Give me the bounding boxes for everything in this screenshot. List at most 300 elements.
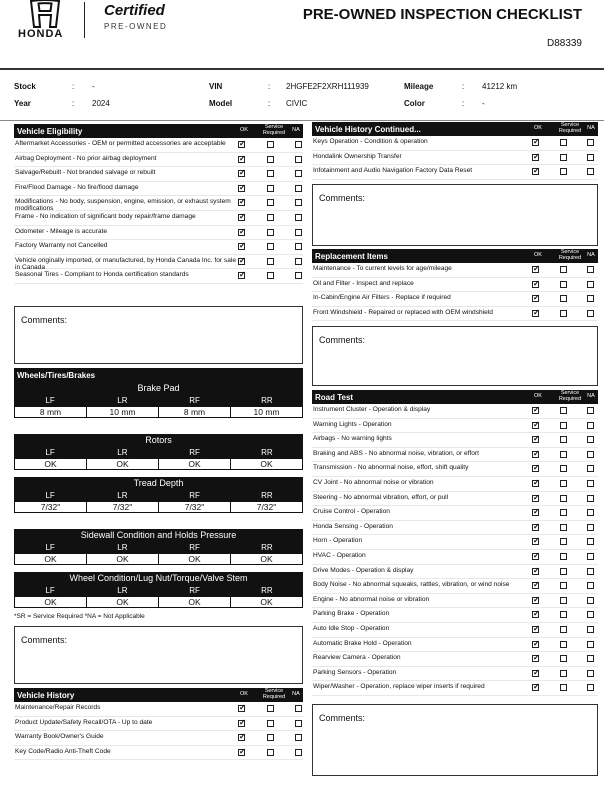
mileage-colon: : bbox=[462, 82, 465, 91]
grid-header bbox=[14, 434, 303, 458]
na-checkbox[interactable] bbox=[587, 495, 594, 502]
service-required-checkbox[interactable] bbox=[267, 199, 274, 206]
na-checkbox[interactable] bbox=[295, 170, 302, 177]
checklist-item bbox=[14, 153, 303, 168]
pos-rr: RR bbox=[261, 491, 273, 500]
service-required-checkbox[interactable] bbox=[560, 611, 567, 618]
checklist-item-label: Seasonal Tires - Compliant to Honda certification standards bbox=[15, 271, 189, 279]
checklist-item-label: Hondalink Ownership Transfer bbox=[313, 152, 402, 160]
service-required-checkbox[interactable] bbox=[560, 451, 567, 458]
na-checkbox[interactable] bbox=[587, 139, 594, 146]
ok-checkbox[interactable] bbox=[238, 156, 245, 163]
ok-checkbox[interactable] bbox=[238, 720, 245, 727]
checklist bbox=[312, 263, 598, 321]
page-header bbox=[0, 0, 604, 72]
grid-header bbox=[14, 572, 303, 596]
tread-depth-grid bbox=[14, 477, 303, 513]
na-checkbox[interactable] bbox=[587, 154, 594, 161]
pos-lf: LF bbox=[45, 586, 55, 595]
na-checkbox[interactable] bbox=[587, 436, 594, 443]
grid-positions bbox=[14, 447, 303, 458]
service-required-checkbox[interactable] bbox=[267, 258, 274, 265]
service-required-checkbox[interactable] bbox=[560, 524, 567, 531]
pos-lr: LR bbox=[117, 448, 128, 457]
ok-checkbox[interactable] bbox=[238, 229, 245, 236]
preowned-label: PRE-OWNED bbox=[104, 22, 168, 31]
ok-checkbox[interactable] bbox=[238, 749, 245, 756]
checklist bbox=[14, 702, 303, 760]
checklist-item-label: Modifications - No body, suspension, engine, emission, or exhaust system modifications bbox=[15, 198, 231, 213]
na-checkbox[interactable] bbox=[295, 705, 302, 712]
na-checkbox[interactable] bbox=[587, 582, 594, 589]
ok-checkbox[interactable] bbox=[532, 538, 539, 545]
rotors-grid bbox=[14, 434, 303, 470]
na-checkbox[interactable] bbox=[295, 214, 302, 221]
na-checkbox[interactable] bbox=[295, 243, 302, 250]
ok-checkbox[interactable] bbox=[238, 734, 245, 741]
service-required-checkbox[interactable] bbox=[560, 465, 567, 472]
na-checkbox[interactable] bbox=[587, 626, 594, 633]
checklist-item-label: In-Cabin/Engine Air Filters - Replace if required bbox=[313, 294, 451, 302]
service-required-checkbox[interactable] bbox=[560, 553, 567, 560]
certified-label: Certified bbox=[104, 2, 165, 19]
col-sr: Service Required bbox=[558, 249, 582, 261]
service-required-checkbox[interactable] bbox=[560, 281, 567, 288]
pos-lf: LF bbox=[45, 543, 55, 552]
na-checkbox[interactable] bbox=[587, 684, 594, 691]
ok-checkbox[interactable] bbox=[532, 451, 539, 458]
pos-lr: LR bbox=[117, 491, 128, 500]
checklist-item-label: Braking and ABS - No abnormal noise, vibration, or effort bbox=[313, 449, 479, 457]
service-required-checkbox[interactable] bbox=[560, 310, 567, 317]
service-required-checkbox[interactable] bbox=[267, 705, 274, 712]
checklist-item bbox=[312, 292, 598, 307]
checklist-item bbox=[312, 521, 598, 536]
checklist-item-label: Warranty Book/Owner's Guide bbox=[15, 733, 104, 741]
service-required-checkbox[interactable] bbox=[560, 538, 567, 545]
grid-values bbox=[14, 458, 303, 470]
checklist-item-label: Airbag Deployment - No prior airbag deployment bbox=[15, 154, 157, 162]
grid-header bbox=[14, 382, 303, 406]
checklist-item-label: Product Update/Safety Recall/OTA - Up to date bbox=[15, 718, 153, 726]
vehicle-history-section bbox=[14, 688, 303, 760]
ok-checkbox[interactable] bbox=[238, 185, 245, 192]
ok-checkbox[interactable] bbox=[532, 626, 539, 633]
service-required-checkbox[interactable] bbox=[560, 480, 567, 487]
ok-checkbox[interactable] bbox=[238, 199, 245, 206]
section-title: Replacement Items bbox=[315, 251, 388, 261]
val-rf: OK bbox=[158, 459, 230, 469]
service-required-checkbox[interactable] bbox=[560, 436, 567, 443]
checklist-item bbox=[312, 579, 598, 594]
comments-label: Comments: bbox=[319, 335, 366, 345]
col-na: NA bbox=[587, 252, 595, 258]
checklist-item bbox=[312, 136, 598, 151]
color-value: - bbox=[482, 99, 485, 108]
checklist-item bbox=[14, 196, 303, 211]
col-na: NA bbox=[292, 127, 300, 133]
mileage-label: Mileage bbox=[404, 82, 434, 91]
checklist-item-label: Parking Brake - Operation bbox=[313, 610, 390, 618]
vin-label: VIN bbox=[209, 82, 223, 91]
honda-h-logo-icon bbox=[28, 0, 62, 28]
pos-rf: RF bbox=[189, 586, 200, 595]
service-required-checkbox[interactable] bbox=[560, 684, 567, 691]
checklist-item-label: Warning Lights - Operation bbox=[313, 420, 392, 428]
service-required-checkbox[interactable] bbox=[560, 422, 567, 429]
checklist-item-label: Factory Warranty not Cancelled bbox=[15, 242, 108, 250]
na-checkbox[interactable] bbox=[587, 538, 594, 545]
na-checkbox[interactable] bbox=[587, 655, 594, 662]
na-checkbox[interactable] bbox=[587, 407, 594, 414]
checklist-item bbox=[312, 419, 598, 434]
na-checkbox[interactable] bbox=[295, 185, 302, 192]
header-rule bbox=[0, 68, 604, 70]
val-lr: OK bbox=[86, 459, 158, 469]
pos-lr: LR bbox=[117, 543, 128, 552]
checklist-item-label: Automatic Brake Hold - Operation bbox=[313, 639, 412, 647]
na-checkbox[interactable] bbox=[587, 524, 594, 531]
section-header bbox=[14, 368, 303, 382]
service-required-checkbox[interactable] bbox=[267, 229, 274, 236]
val-rr: OK bbox=[230, 597, 302, 607]
checklist-item-label: Drive Modes - Operation & display bbox=[313, 566, 414, 574]
col-sr: Service Required bbox=[558, 122, 582, 134]
service-required-checkbox[interactable] bbox=[560, 154, 567, 161]
ok-checkbox[interactable] bbox=[532, 597, 539, 604]
page-title: PRE-OWNED INSPECTION CHECKLIST bbox=[302, 6, 582, 23]
ok-checkbox[interactable] bbox=[532, 465, 539, 472]
checklist-item-label: Transmission - No abnormal noise, effort, shift quality bbox=[313, 464, 469, 472]
na-checkbox[interactable] bbox=[587, 553, 594, 560]
checklist-item-label: Aftermarket Accessories - OEM or permitted accessories are acceptable bbox=[15, 140, 226, 147]
section-header bbox=[312, 390, 598, 404]
service-required-checkbox[interactable] bbox=[560, 509, 567, 516]
service-required-checkbox[interactable] bbox=[267, 720, 274, 727]
stock-colon: : bbox=[72, 82, 75, 91]
col-na: NA bbox=[587, 393, 595, 399]
grid-values bbox=[14, 553, 303, 565]
val-lr: OK bbox=[86, 554, 158, 564]
na-checkbox[interactable] bbox=[587, 422, 594, 429]
service-required-checkbox[interactable] bbox=[560, 626, 567, 633]
service-required-checkbox[interactable] bbox=[560, 407, 567, 414]
checklist-item-label: Auto Idle Stop - Operation bbox=[313, 624, 390, 632]
pos-lf: LF bbox=[45, 491, 55, 500]
val-lr: 10 mm bbox=[86, 407, 158, 417]
service-required-checkbox[interactable] bbox=[560, 568, 567, 575]
checklist-item bbox=[312, 448, 598, 463]
checklist-item bbox=[312, 462, 598, 477]
checklist-item bbox=[14, 226, 303, 241]
checklist-item bbox=[14, 731, 303, 746]
legend-note: *SR = Service Required *NA = Not Applicable bbox=[14, 613, 145, 620]
comments-label: Comments: bbox=[21, 635, 68, 645]
eligibility-comments-box[interactable] bbox=[14, 306, 303, 364]
sidewall-grid bbox=[14, 529, 303, 565]
checklist-item-label: Keys Operation - Condition & operation bbox=[313, 138, 428, 145]
na-checkbox[interactable] bbox=[295, 199, 302, 206]
pos-rf: RF bbox=[189, 491, 200, 500]
checklist-item-label: CV Joint - No abnormal noise or vibration bbox=[313, 478, 434, 486]
na-checkbox[interactable] bbox=[587, 509, 594, 516]
grid-title: Rotors bbox=[145, 435, 172, 445]
val-rf: 8 mm bbox=[158, 407, 230, 417]
checklist-item bbox=[312, 263, 598, 278]
checklist-item bbox=[312, 550, 598, 565]
pos-rr: RR bbox=[261, 543, 273, 552]
col-ok: OK bbox=[534, 125, 542, 131]
na-checkbox[interactable] bbox=[295, 272, 302, 279]
checklist-item bbox=[312, 535, 598, 550]
na-checkbox[interactable] bbox=[295, 141, 302, 148]
road-test-section bbox=[312, 390, 598, 696]
section-title: Vehicle History bbox=[17, 690, 75, 700]
na-checkbox[interactable] bbox=[587, 168, 594, 175]
checklist-item-label: Engine - No abnormal noise or vibration bbox=[313, 595, 430, 603]
pos-rf: RF bbox=[189, 396, 200, 405]
grid-values bbox=[14, 406, 303, 418]
val-lf: OK bbox=[44, 597, 57, 607]
year-colon: : bbox=[72, 99, 75, 108]
model-colon: : bbox=[268, 99, 271, 108]
ok-checkbox[interactable] bbox=[532, 524, 539, 531]
ok-checkbox[interactable] bbox=[238, 170, 245, 177]
col-sr: Service Required bbox=[558, 390, 582, 402]
ok-checkbox[interactable] bbox=[532, 582, 539, 589]
year-label: Year bbox=[14, 99, 31, 108]
document-id: D88339 bbox=[546, 38, 582, 49]
col-sr: Service Required bbox=[262, 688, 286, 700]
info-rule bbox=[0, 120, 604, 121]
wheel-condition-grid bbox=[14, 572, 303, 608]
history-comments-box[interactable] bbox=[312, 184, 598, 246]
na-checkbox[interactable] bbox=[587, 295, 594, 302]
stock-label: Stock bbox=[14, 82, 36, 91]
val-lr: OK bbox=[86, 597, 158, 607]
checklist-item-label: Maintenance/Repair Records bbox=[15, 704, 101, 711]
section-header bbox=[14, 124, 303, 138]
service-required-checkbox[interactable] bbox=[560, 139, 567, 146]
service-required-checkbox[interactable] bbox=[560, 266, 567, 273]
ok-checkbox[interactable] bbox=[238, 272, 245, 279]
checklist-item-label: Key Code/Radio Anti-Theft Code bbox=[15, 747, 111, 755]
service-required-checkbox[interactable] bbox=[267, 272, 274, 279]
section-header bbox=[14, 688, 303, 702]
grid-title: Brake Pad bbox=[137, 383, 180, 393]
na-checkbox[interactable] bbox=[587, 266, 594, 273]
header-divider bbox=[84, 2, 85, 38]
ok-checkbox[interactable] bbox=[532, 310, 539, 317]
pos-lf: LF bbox=[45, 448, 55, 457]
checklist-item-label: Honda Sensing - Operation bbox=[313, 522, 393, 530]
na-checkbox[interactable] bbox=[587, 281, 594, 288]
na-checkbox[interactable] bbox=[587, 670, 594, 677]
checklist-item bbox=[14, 702, 303, 717]
checklist-item bbox=[312, 667, 598, 682]
checklist bbox=[312, 404, 598, 696]
na-checkbox[interactable] bbox=[587, 465, 594, 472]
comments-label: Comments: bbox=[319, 193, 366, 203]
stock-value: - bbox=[92, 82, 95, 91]
ok-checkbox[interactable] bbox=[532, 568, 539, 575]
ok-checkbox[interactable] bbox=[532, 295, 539, 302]
grid-positions bbox=[14, 542, 303, 553]
checklist-item-label: Frame - No indication of significant body repair/frame damage bbox=[15, 212, 196, 220]
grid-header bbox=[14, 529, 303, 553]
checklist-item bbox=[312, 151, 598, 166]
grid-title: Wheel Condition/Lug Nut/Torque/Valve Stem bbox=[69, 573, 248, 583]
ok-checkbox[interactable] bbox=[532, 436, 539, 443]
ok-checkbox[interactable] bbox=[532, 655, 539, 662]
na-checkbox[interactable] bbox=[295, 734, 302, 741]
vehicle-info bbox=[14, 82, 594, 116]
checklist bbox=[14, 138, 303, 284]
grid-values bbox=[14, 501, 303, 513]
checklist-item bbox=[14, 211, 303, 226]
model-label: Model bbox=[209, 99, 233, 108]
service-required-checkbox[interactable] bbox=[267, 170, 274, 177]
na-checkbox[interactable] bbox=[295, 720, 302, 727]
col-na: NA bbox=[292, 691, 300, 697]
grid-header bbox=[14, 477, 303, 501]
na-checkbox[interactable] bbox=[587, 568, 594, 575]
val-lr: 7/32" bbox=[86, 502, 158, 512]
ok-checkbox[interactable] bbox=[532, 407, 539, 414]
pos-lr: LR bbox=[117, 586, 128, 595]
checklist-item-label: Parking Sensors - Operation bbox=[313, 668, 397, 676]
ok-checkbox[interactable] bbox=[238, 214, 245, 221]
col-ok: OK bbox=[240, 691, 248, 697]
na-checkbox[interactable] bbox=[295, 156, 302, 163]
ok-checkbox[interactable] bbox=[532, 139, 539, 146]
na-checkbox[interactable] bbox=[587, 310, 594, 317]
na-checkbox[interactable] bbox=[295, 229, 302, 236]
checklist-item bbox=[14, 167, 303, 182]
color-colon: : bbox=[462, 99, 465, 108]
checklist-item-label: Instrument Cluster - Operation & display bbox=[313, 406, 431, 413]
val-rr: 10 mm bbox=[230, 407, 302, 417]
ok-checkbox[interactable] bbox=[532, 168, 539, 175]
service-required-checkbox[interactable] bbox=[267, 185, 274, 192]
service-required-checkbox[interactable] bbox=[560, 168, 567, 175]
road-test-comments-box[interactable] bbox=[312, 704, 598, 776]
ok-checkbox[interactable] bbox=[238, 258, 245, 265]
checklist-item bbox=[312, 608, 598, 623]
ok-checkbox[interactable] bbox=[532, 509, 539, 516]
na-checkbox[interactable] bbox=[587, 641, 594, 648]
service-required-checkbox[interactable] bbox=[267, 749, 274, 756]
checklist-item bbox=[312, 506, 598, 521]
wheels-comments-box[interactable] bbox=[14, 626, 303, 684]
checklist-item-label: Vehicle originally imported, or manufactured, by Honda Canada Inc. for sale in Canada bbox=[15, 256, 237, 271]
service-required-checkbox[interactable] bbox=[560, 641, 567, 648]
service-required-checkbox[interactable] bbox=[267, 734, 274, 741]
ok-checkbox[interactable] bbox=[532, 281, 539, 288]
color-label: Color bbox=[404, 99, 425, 108]
wheels-section bbox=[14, 368, 303, 382]
service-required-checkbox[interactable] bbox=[267, 243, 274, 250]
service-required-checkbox[interactable] bbox=[560, 495, 567, 502]
checklist-item bbox=[14, 182, 303, 197]
grid-values bbox=[14, 596, 303, 608]
ok-checkbox[interactable] bbox=[532, 684, 539, 691]
na-checkbox[interactable] bbox=[295, 749, 302, 756]
ok-checkbox[interactable] bbox=[532, 422, 539, 429]
section-title: Road Test bbox=[315, 392, 354, 402]
service-required-checkbox[interactable] bbox=[560, 597, 567, 604]
service-required-checkbox[interactable] bbox=[560, 670, 567, 677]
checklist-item bbox=[14, 240, 303, 255]
grid-title: Sidewall Condition and Holds Pressure bbox=[80, 530, 237, 540]
col-sr: Service Required bbox=[262, 124, 286, 136]
checklist-item-label: Maintenance - To current levels for age/mileage bbox=[313, 265, 452, 272]
vehicle-eligibility-section bbox=[14, 124, 303, 284]
checklist-item bbox=[312, 278, 598, 293]
service-required-checkbox[interactable] bbox=[560, 582, 567, 589]
service-required-checkbox[interactable] bbox=[560, 295, 567, 302]
pos-rr: RR bbox=[261, 396, 273, 405]
section-header bbox=[312, 249, 598, 263]
replacement-comments-box[interactable] bbox=[312, 326, 598, 386]
checklist-item bbox=[312, 307, 598, 322]
checklist-item-label: Fire/Flood Damage - No fire/flood damage bbox=[15, 183, 139, 191]
checklist-item bbox=[312, 477, 598, 492]
ok-checkbox[interactable] bbox=[532, 670, 539, 677]
ok-checkbox[interactable] bbox=[532, 641, 539, 648]
ok-checkbox[interactable] bbox=[532, 480, 539, 487]
checklist-item bbox=[312, 638, 598, 653]
grid-positions bbox=[14, 585, 303, 596]
honda-wordmark: HONDA bbox=[18, 28, 64, 40]
ok-checkbox[interactable] bbox=[532, 611, 539, 618]
pos-rf: RF bbox=[189, 448, 200, 457]
service-required-checkbox[interactable] bbox=[267, 214, 274, 221]
na-checkbox[interactable] bbox=[587, 611, 594, 618]
service-required-checkbox[interactable] bbox=[267, 141, 274, 148]
brake-pad-grid bbox=[14, 382, 303, 418]
val-rr: OK bbox=[230, 459, 302, 469]
checklist-item-label: Odometer - Mileage is accurate bbox=[15, 227, 107, 235]
na-checkbox[interactable] bbox=[587, 480, 594, 487]
na-checkbox[interactable] bbox=[587, 451, 594, 458]
checklist-item bbox=[14, 255, 303, 270]
replacement-items-section bbox=[312, 249, 598, 321]
checklist-item-label: Horn - Operation bbox=[313, 537, 363, 545]
ok-checkbox[interactable] bbox=[532, 154, 539, 161]
pos-lr: LR bbox=[117, 396, 128, 405]
ok-checkbox[interactable] bbox=[532, 495, 539, 502]
ok-checkbox[interactable] bbox=[532, 266, 539, 273]
ok-checkbox[interactable] bbox=[238, 141, 245, 148]
section-title: Wheels/Tires/Brakes bbox=[17, 370, 96, 380]
ok-checkbox[interactable] bbox=[532, 553, 539, 560]
na-checkbox[interactable] bbox=[295, 258, 302, 265]
ok-checkbox[interactable] bbox=[238, 243, 245, 250]
col-ok: OK bbox=[240, 127, 248, 133]
checklist-item-label: Steering - No abnormal vibration, effort, or pull bbox=[313, 493, 449, 501]
checklist-item bbox=[312, 623, 598, 638]
checklist-item bbox=[14, 746, 303, 761]
na-checkbox[interactable] bbox=[587, 597, 594, 604]
checklist-item-label: Oil and Filter - Inspect and replace bbox=[313, 279, 414, 287]
ok-checkbox[interactable] bbox=[238, 705, 245, 712]
service-required-checkbox[interactable] bbox=[267, 156, 274, 163]
checklist-item-label: Salvage/Rebuilt - Not branded salvage or rebuilt bbox=[15, 169, 156, 177]
checklist-item-label: Front Windshield - Repaired or replaced with OEM windshield bbox=[313, 308, 493, 316]
service-required-checkbox[interactable] bbox=[560, 655, 567, 662]
vin-value: 2HGFE2F2XRH111939 bbox=[286, 82, 369, 91]
